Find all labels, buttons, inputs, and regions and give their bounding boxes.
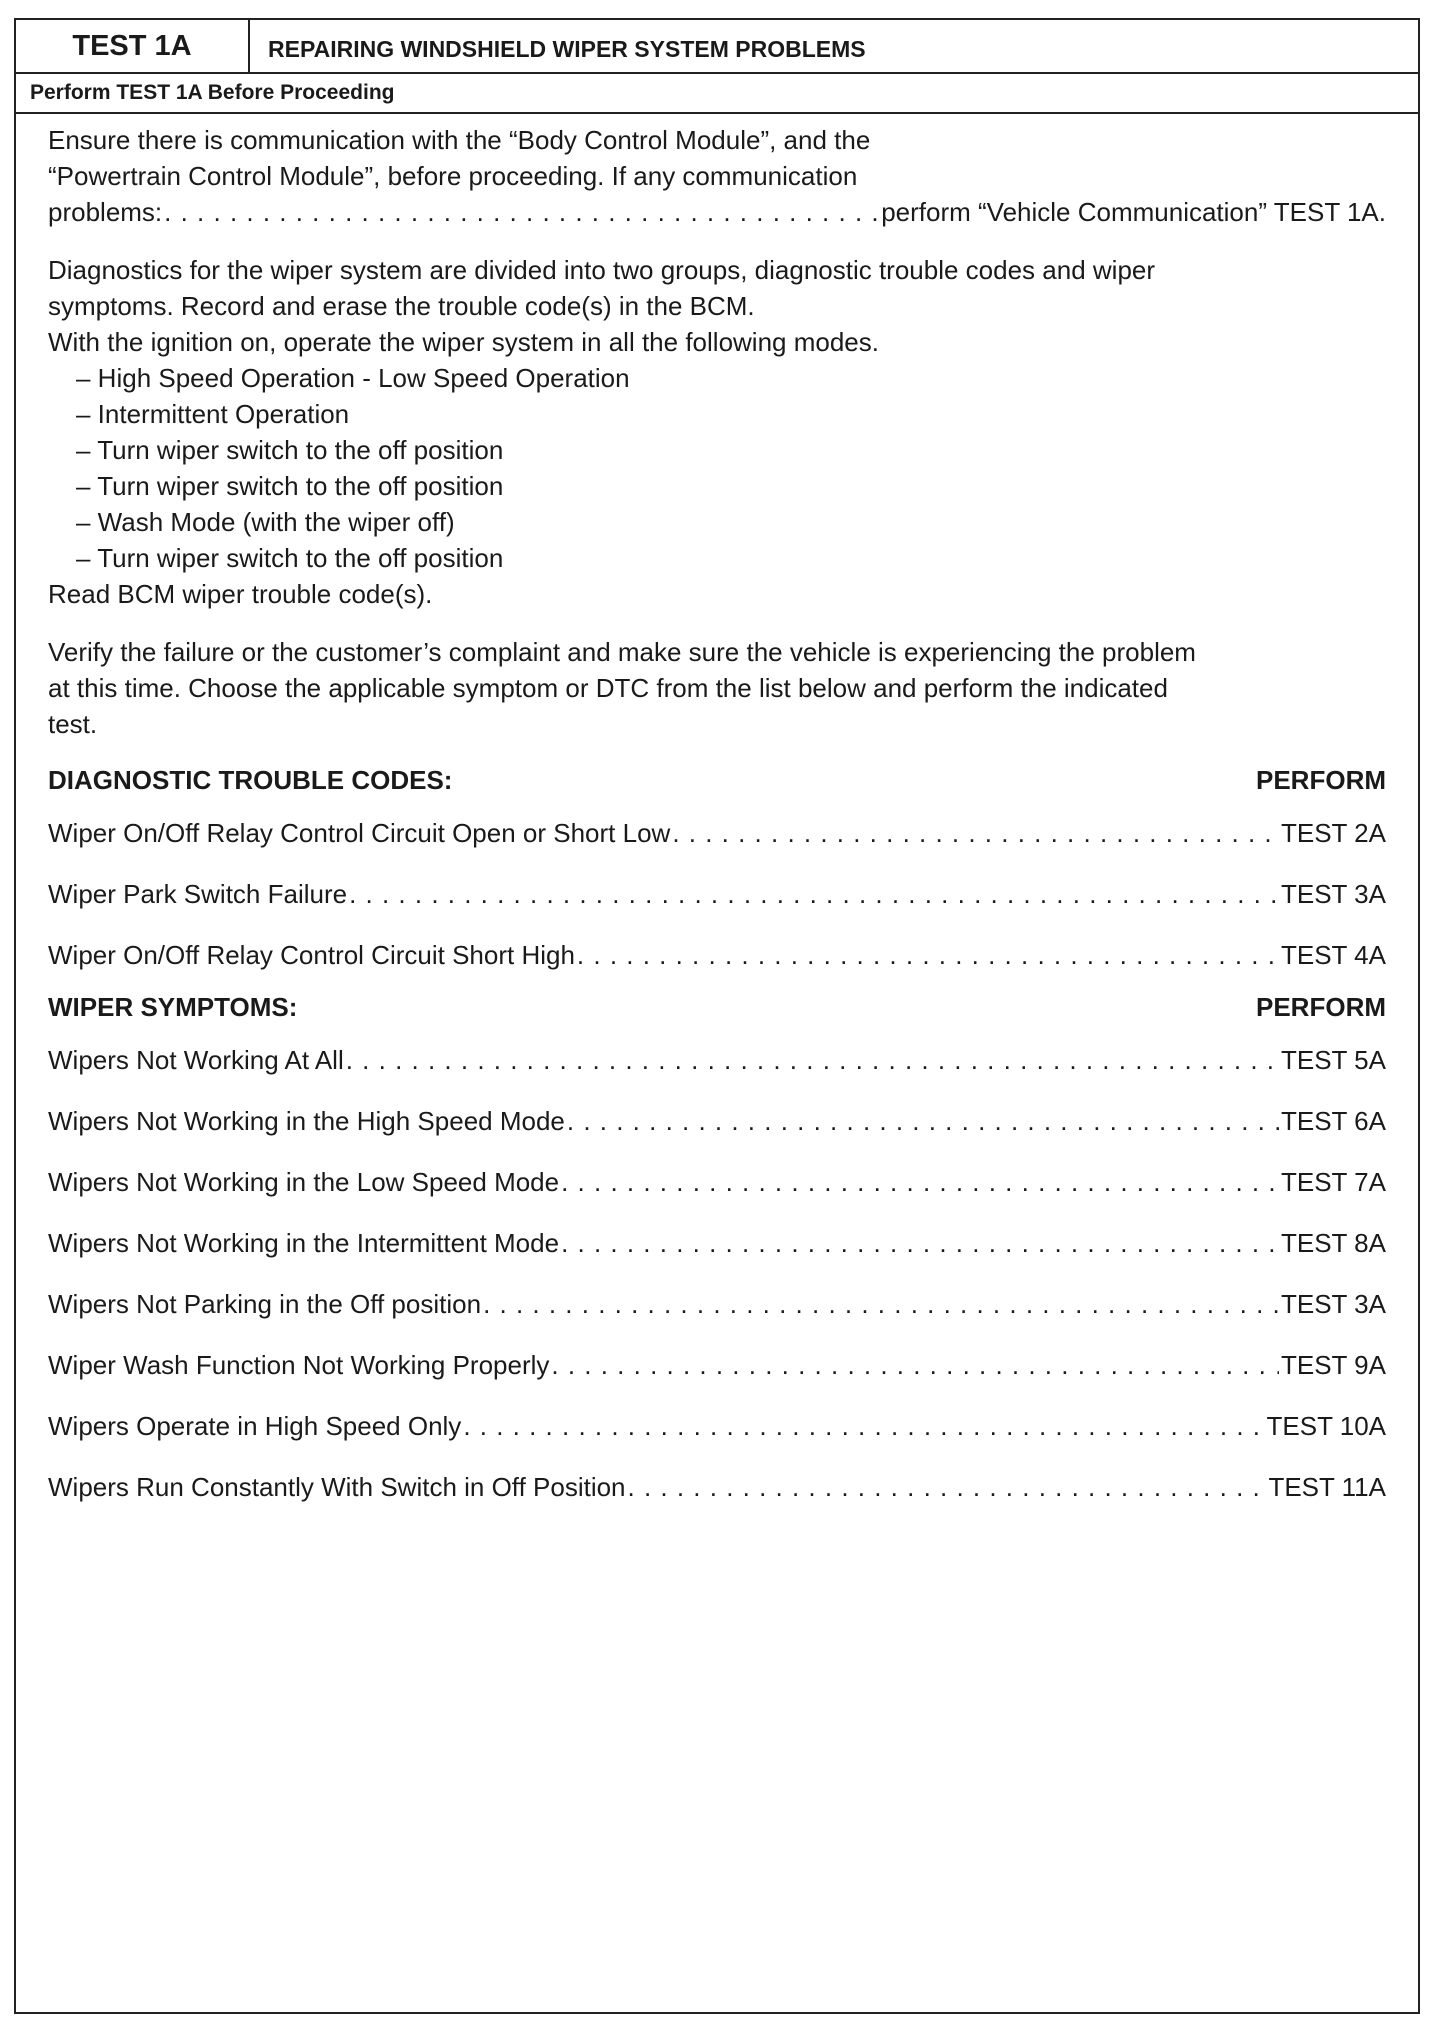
leader-dots: [628, 1469, 1267, 1505]
symptom-entry-label: Wipers Not Parking in the Off position: [48, 1288, 482, 1319]
symptom-entry: [48, 1029, 1386, 1090]
procedure-sheet: [14, 18, 1420, 2014]
symptom-entry-label: Wipers Not Working in the High Speed Mode: [48, 1105, 565, 1136]
leader-dots: [346, 1042, 1279, 1078]
symptom-entry-test: TEST 3A: [1280, 1288, 1386, 1319]
symptom-entry-test: TEST 11A: [1268, 1471, 1386, 1502]
verify-section: [48, 634, 1386, 742]
dtc-entry: [48, 924, 1386, 985]
dtc-entry-label: Wiper On/Off Relay Control Circuit Short High: [48, 939, 575, 970]
dtc-heading-row: [48, 758, 1386, 802]
dtc-entry: [48, 802, 1386, 863]
dtc-entry-label: Wiper On/Off Relay Control Circuit Open or Short Low: [48, 817, 671, 848]
leader-dots: [577, 937, 1279, 973]
symptom-entry-test: TEST 6A: [1280, 1105, 1386, 1136]
mode-item: – High Speed Operation - Low Speed Operation: [76, 363, 630, 393]
leader-dots: [483, 1286, 1279, 1322]
symptom-entry-test: TEST 9A: [1280, 1349, 1386, 1380]
mode-list: [48, 360, 1386, 576]
verify-line-2: at this time. Choose the applicable symptom or DTC from the list below and perform the indicated: [48, 673, 1168, 703]
symptom-entry-test: TEST 7A: [1280, 1166, 1386, 1197]
symptom-entry-label: Wipers Not Working At All: [48, 1044, 344, 1075]
leader-dots: [567, 1103, 1279, 1139]
mode-item: – Turn wiper switch to the off position: [76, 435, 504, 465]
leader-dots: [164, 194, 879, 230]
leader-dots: [672, 815, 1279, 851]
symptom-entry: [48, 1456, 1386, 1517]
diagnostics-section: [48, 252, 1386, 612]
symptom-entry-label: Wipers Not Working in the Low Speed Mode: [48, 1166, 560, 1197]
mode-item: – Turn wiper switch to the off position: [76, 543, 504, 573]
symptom-entry-label: Wiper Wash Function Not Working Properly: [48, 1349, 550, 1380]
dtc-entry-test: TEST 3A: [1280, 878, 1386, 909]
diagnostics-line-3: With the ignition on, operate the wiper system in all the following modes.: [48, 327, 879, 357]
dtc-section: [48, 758, 1386, 985]
symptom-perform-label: PERFORM: [1256, 992, 1386, 1022]
procedure-title: REPAIRING WINDSHIELD WIPER SYSTEM PROBLEMS: [268, 35, 866, 62]
test-id: TEST 1A: [16, 20, 250, 72]
leader-dots: [561, 1225, 1279, 1261]
symptom-entry-label: Wipers Not Working in the Intermittent Mode: [48, 1227, 560, 1258]
mode-item: – Intermittent Operation: [76, 399, 350, 429]
leader-dots: [349, 876, 1279, 912]
diagnostics-line-2: symptoms. Record and erase the trouble code(s) in the BCM.: [48, 291, 755, 321]
mode-item: – Turn wiper switch to the off position: [76, 471, 504, 501]
symptom-entry-test: TEST 5A: [1280, 1044, 1386, 1075]
dtc-perform-label: PERFORM: [1256, 765, 1386, 795]
verify-line-3: test.: [48, 709, 98, 739]
mode-item: – Wash Mode (with the wiper off): [76, 507, 455, 537]
read-codes-line: Read BCM wiper trouble code(s).: [48, 579, 433, 609]
dtc-entry: [48, 863, 1386, 924]
symptom-entry: [48, 1151, 1386, 1212]
dtc-heading: DIAGNOSTIC TROUBLE CODES:: [48, 765, 453, 795]
subheader: Perform TEST 1A Before Proceeding: [16, 74, 1418, 114]
intro-line-3-result: perform “Vehicle Communication” TEST 1A.: [881, 197, 1386, 227]
symptom-heading-row: [48, 985, 1386, 1029]
leader-dots: [463, 1408, 1264, 1444]
diagnostics-line-1: Diagnostics for the wiper system are divided into two groups, diagnostic trouble codes and wiper: [48, 255, 1156, 285]
symptom-entry-test: TEST 10A: [1266, 1410, 1386, 1441]
leader-dots: [561, 1164, 1279, 1200]
dtc-entry-test: TEST 4A: [1280, 939, 1386, 970]
header-row: [16, 20, 1418, 74]
symptom-entry-label: Wipers Run Constantly With Switch in Off Position: [48, 1471, 626, 1502]
symptom-entry-test: TEST 8A: [1280, 1227, 1386, 1258]
intro-line-3: [48, 194, 1386, 230]
dtc-entry-test: TEST 2A: [1280, 817, 1386, 848]
verify-line-1: Verify the failure or the customer’s complaint and make sure the vehicle is experiencing the problem: [48, 637, 1196, 667]
leader-dots: [551, 1347, 1279, 1383]
intro-line-1: Ensure there is communication with the “Body Control Module”, and the: [48, 125, 871, 155]
symptom-entry: [48, 1395, 1386, 1456]
symptom-entry-label: Wipers Operate in High Speed Only: [48, 1410, 462, 1441]
symptom-section: [48, 985, 1386, 1517]
dtc-entry-label: Wiper Park Switch Failure: [48, 878, 348, 909]
symptom-entry: [48, 1212, 1386, 1273]
symptom-heading: WIPER SYMPTOMS:: [48, 992, 298, 1022]
symptom-entry: [48, 1273, 1386, 1334]
procedure-body: [16, 114, 1418, 1517]
intro-section: [48, 122, 1386, 230]
symptom-entry: [48, 1090, 1386, 1151]
intro-line-2: “Powertrain Control Module”, before proceeding. If any communication: [48, 161, 858, 191]
symptom-entry: [48, 1334, 1386, 1395]
intro-line-3-label: problems:: [48, 197, 163, 227]
